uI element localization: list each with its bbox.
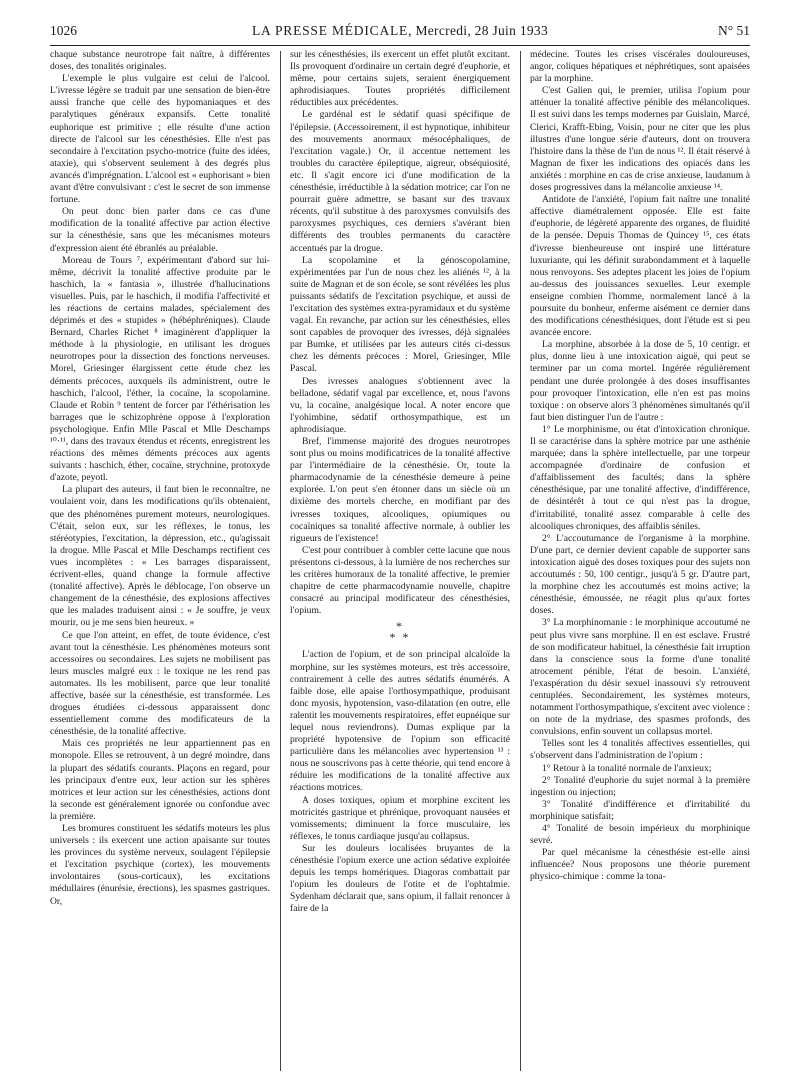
journal-name: LA PRESSE MÉDICALE xyxy=(251,23,409,38)
paragraph: La scopolamine et la génoscopolamine, expérimentées par l'un de nous chez les aliénés ¹², à la suite de Magnan et de son école, se sont révélées les plus puissants sédatifs de l'excitation psychique, et aussi de l'excitation des systèmes extra-pyramidaux et du système vagal. En revanche, par action sur les cénesthésies, elles sont capables de provoquer des ivresses, déjà signalées par Bumke, et utilisées par les auteurs cités ci-dessus chez les déments précoces : Morel, Griesinger, Mlle Pascal. xyxy=(290,254,510,375)
paragraph: médecine. Toutes les crises viscérales douloureuses, angor, coliques hépatiques et néphrétiques, sont apaisées par la morphine. xyxy=(530,49,750,85)
page-number: 1026 xyxy=(50,23,77,38)
paragraph: C'est pour contribuer à combler cette lacune que nous présentons ci-dessous, à la lumière de nos recherches sur les critères humoraux de la tonalité affective, le premier chapitre de cette pharmacodynamie nouvelle, chapitre consacré au principal modificateur des cénesthésies, l'opium. xyxy=(290,544,510,617)
paragraph: Les bromures constituent les sédatifs moteurs les plus universels : ils exercent une action apaisante sur toutes les provinces du système nerveux, soulagent l'épilepsie et l'excitation psychique (cortex), les mouvements involontaires (sous-corticaux), les excitations médullaires (énurésie, érections), les spasmes gastriques. Or, xyxy=(50,823,270,907)
section-asterism: * * * xyxy=(389,619,411,645)
header-rule xyxy=(50,45,750,46)
paragraph: sur les cénesthésies, ils exercent un effet plutôt excitant. Ils provoquent d'ordinaire un certain degré d'euphorie, et même, pour certains sujets, seraient énergiquement aphrodisiaques. Toutes propriétés difficilement réductibles aux précédentes. xyxy=(290,49,510,109)
page-header xyxy=(50,20,750,42)
list-item: 4° Tonalité de besoin impérieux du morphinique sevré. xyxy=(530,823,750,847)
column-2 xyxy=(290,49,510,1074)
paragraph: 1° Le morphinisme, ou état d'intoxication chronique. Il se caractérise dans la sphère motrice par une asthénie marquée; dans la sphère intellectuelle, par une torpeur accompagnée d'ordinaire de confusion et d'affaiblissement des facultés; dans la sphère cénesthésique, par une tonalité affective, d'indifférence, de désintérêt à tout ce qui n'est pas la drogue, d'irritabilité, tonalité assez comparable à celle des alcooliques chroniques, des affaiblis séniles. xyxy=(530,423,750,532)
paragraph: Moreau de Tours ⁷, expérimentant d'abord sur lui-même, décrivit la tonalité affective produite par le haschich, la « fantasia », illustrée d'hallucinations visuelles. Puis, par le haschich, il modifia l'affectivité et les réactions de certains malades, spécialement des déprimés et des « stupides » (hébéphréniques). Claude Bernard, Charles Richet ⁸ imaginèrent d'appliquer la méthode à la physiologie, en utilisant les drogues neurotropes pour la dissection des fonctions nerveuses. Morel, Griesinger élargissent cette étude chez les déments précoces, auxquels ils administrent, outre le haschich, l'alcool, l'éther, la cocaïne, la scopolamine. Claude et Robin ⁹ tentent de forcer par l'éthérisation les barrages que le schizophrène oppose à l'exploration psychologique. Enfin Mlle Pascal et Mlle Deschamps ¹⁰⋅¹¹, dans des travaux étendus et récents, enregistrent les réactions des mêmes déments précoces aux agents suivants : haschich, éther, cocaïne, strychnine, protoxyde d'azote, peyotl. xyxy=(50,254,270,484)
paragraph: Mais ces propriétés ne leur appartiennent pas en monopole. Elles se retrouvent, à un degré moindre, dans la plupart des sédatifs courants. Plaçons en regard, pour les principaux d'entre eux, leur action sur les sphères motrices et leur action sur les cénesthésies, actions dont la seconde est généralement ignorée ou confondue avec la première. xyxy=(50,738,270,822)
paragraph: Telles sont les 4 tonalités affectives essentielles, qui s'observent dans l'administration de l'opium : xyxy=(530,738,750,762)
paragraph: La plupart des auteurs, il faut bien le reconnaître, ne voulaient voir, dans les modifications qu'ils obtenaient, que des phénomènes purement moteurs, neurologiques. C'était, selon eux, sur les réflexes, le tonus, les stéréotypies, l'excitation, la dépression, etc., qu'agissait la drogue. Mlle Pascal et Mlle Deschamps rectifient ces vues incomplètes : « Les barrages disparaissent, écrivent-elles, quand change la formule affective (tonalité affective). Après le déblocage, l'on observe un changement de la cénesthésie, des explosions affectives que les malades traduisent ainsi : « Je souffre, je veux mourir, ou je me sens bien heureux. » xyxy=(50,484,270,629)
list-item: 3° Tonalité d'indifférence et d'irritabilité du morphinique satisfait; xyxy=(530,798,750,822)
paragraph: Sur les douleurs localisées bruyantes de la cénesthésie l'opium exerce une action sédative exploitée depuis les temps homériques. Diagoras combattait par l'opium les douleurs de l'otite et de l'ophtalmie. Sydenham déclarait que, sans opium, il fallait renoncer à faire de la xyxy=(290,842,510,915)
issue-number: N° 51 xyxy=(717,23,750,38)
paragraph: Le gardénal est le sédatif quasi spécifique de l'épilepsie. (Accessoirement, il est hypnotique, inhibiteur des mouvements anormaux mésocéphaliques, de l'excitation vagale.) Or, il accentue nettement les troubles du caractère épileptique, aigreur, obséquiosité, etc. Il s'agit encore ici d'une modification de la cénesthésie, irréductible à la sédation motrice; car l'on ne pourrait guère admettre, se basant sur des travaux récents, qu'il substitue à des paroxysmes convulsifs des paroxysmes psychiques, ces derniers s'avérant bien différents des troubles permanents du caractère accentués par la drogue. xyxy=(290,109,510,254)
column-3 xyxy=(530,49,750,1074)
paragraph: Des ivresses analogues s'obtiennent avec la belladone, sédatif vagal par excellence, et, nous l'avons vu, la cocaïne, analgésique local. A noter encore que l'yohimbine, sédatif orthosympathique, est un aphrodisiaque. xyxy=(290,375,510,435)
column-divider xyxy=(280,51,281,1071)
issue-date: , Mercredi, 28 Juin 1933 xyxy=(408,23,549,38)
column-divider xyxy=(520,51,521,1071)
article-body xyxy=(50,49,750,1074)
paragraph: On peut donc bien parler dans ce cas d'une modification de la tonalité affective par action élective sur la cénesthésie, sans que les mécanismes moteurs d'expression aient été ébranlés au préalable. xyxy=(50,206,270,254)
list-item: 2° Tonalité d'euphorie du sujet normal à la première ingestion ou injection; xyxy=(530,774,750,798)
paragraph: L'action de l'opium, et de son principal alcaloïde la morphine, sur les systèmes moteurs, est très accessoire, contrairement à celle des autres sédatifs énumérés. A faible dose, elle apaise l'orthosympathique, produisant donc myosis, hypotension, vaso-dilatation (en outre, elle ralentit les mouvements respiratoires, effet eupnéique sur lequel nous reviendrons). Dumas explique par la propriété hypotensive de l'opium son efficacité particulière dans les mélancolies avec hypertension ¹³ : nous ne souscrivons pas à cette théorie, qui tend encore à réduire les modifications de la tonalité affective aux réactions motrices. xyxy=(290,649,510,794)
running-title xyxy=(50,20,750,42)
list-item: 1° Retour à la tonalité normale de l'anxieux; xyxy=(542,762,712,774)
paragraph: C'est Galien qui, le premier, utilisa l'opium pour atténuer la tonalité affective pénible des mélancoliques. Il est suivi dans les temps modernes par Guislain, Marcé, Clerici, Krafft-Ebing, Voisin, pour ne citer que les plus illustres d'une longue série d'auteurs, dont on trouvera l'histoire dans la thèse de l'un de nous ¹². Il était réservé à Magnan de fixer les indications des opiacés dans les anxiétés : morphine en cas de crise anxieuse, laudanum à doses progressives dans la mélancolie anxieuse ¹⁴. xyxy=(530,85,750,194)
paragraph: Bref, l'immense majorité des drogues neurotropes sont plus ou moins modificatrices de la tonalité affective par l'intermédiaire de la cénesthésie. Or, toute la pharmacodynamie de la cénesthésie demeure à peine explorée. L'on peut s'en étonner dans un siècle où un dixième des mortels cherche, en modifiant par des ivresses toxiques, alcooliques, opiumiques ou cocaïniques sa tonalité affective normale, à oublier les rigueurs de l'existence! xyxy=(290,436,510,544)
paragraph: L'exemple le plus vulgaire est celui de l'alcool. L'ivresse légère se traduit par une sensation de bien-être aussi franche que celle des hypomaniaques et des paralytiques généraux expansifs. Cette tonalité euphorique est primitive ; elle résulte d'une action directe de l'alcool sur les cénesthésies. Elle n'est pas secondaire à l'excitation psycho-motrice (fuite des idées, ataxie), qui s'observent seulement à des degrés plus avancés d'imprégnation. L'alcool est « euphorisant » bien avant d'être convulsivant : c'est le secret de son immense fortune. xyxy=(50,73,270,206)
paragraph: Antidote de l'anxiété, l'opium fait naître une tonalité affective diamétralement opposée. Elle est faite d'euphorie, de légèreté apparente des organes, de fluidité de la pensée. Depuis Thomas de Quincey ¹⁵, ces états d'ivresse bienheureuse ont inspiré une littérature luxuriante, qui les définit surabondamment et à laquelle nous renvoyons. Ses adeptes placent les joies de l'opium au-dessus des jouissances sexuelles. Leur exemple enseigne combien l'homme, normalement lancé à la poursuite du bonheur, enferme aisément ce dernier dans des modifications cénesthésiques, dont l'étude est si peu avancée encore. xyxy=(530,194,750,339)
paragraph: La morphine, absorbée à la dose de 5, 10 centigr. et plus, donne lieu à une intoxication aiguë, qui peut se terminer par un coma mortel. Ingérée régulièrement pendant une durée prolongée à des doses insuffisantes pour provoquer l'intoxication, elle n'en est pas moins toxique : on observe alors 3 phénomènes simultanés qu'il faut bien distinguer l'un de l'autre : xyxy=(530,339,750,423)
paragraph: Ce que l'on atteint, en effet, de toute évidence, c'est avant tout la cénesthésie. Les phénomènes moteurs sont accessoires ou secondaires. Les sujets ne mobilisent pas leurs muscles malgré eux : le toxique ne les rend pas automates. Ils les mobilisent, parce que leur tonalité affective, basée sur la cénesthésie, est transformée. Les drogues étudiées ci-dessous apparaissent donc essentiellement comme des modificateurs de la cénesthésie, de la tonalité affective. xyxy=(50,629,270,738)
paragraph: 3° La morphinomanie : le morphinique accoutumé ne peut plus vivre sans morphine. Il en est esclave. Frustré de son modificateur habituel, la cénesthésie fait irruption dans la conscience sous la forme d'une tonalité atrocement pénible, l'état de besoin. L'anxiété, l'exaspération du désir sexuel inassouvi s'y retrouvent centuplées. Secondairement, les systèmes moteurs, notamment l'orthosympathique, s'excitent avec violence : on note de la mydriase, des spasmes profonds, des convulsions, enfin souvent un collapsus mortel. xyxy=(530,617,750,738)
paragraph: Par quel mécanisme la cénesthésie est-elle ainsi influencée? Nous proposons une théorie purement physico-chimique : comme la tona- xyxy=(530,847,750,883)
column-1 xyxy=(50,49,270,1074)
paragraph: A doses toxiques, opium et morphine excitent les motricités gastrique et phrénique, provoquant nausées et vomissements; diminuent la force musculaire, les réflexes, le tonus cardiaque jusqu'au collapsus. xyxy=(290,794,510,842)
paragraph: 2° L'accoutumance de l'organisme à la morphine. D'une part, ce dernier devient capable de supporter sans intoxication aiguë des doses toxiques pour des sujets non accoutumés : 50, 100 centigr., jusqu'à 5 gr. D'autre part, la morphine chez les accoutumés est moins active; la cénesthésie, émoussée, ne réagit plus qu'aux fortes doses. xyxy=(530,532,750,617)
paragraph: chaque substance neurotrope fait naître, à différentes doses, des tonalités originales. xyxy=(50,49,270,73)
